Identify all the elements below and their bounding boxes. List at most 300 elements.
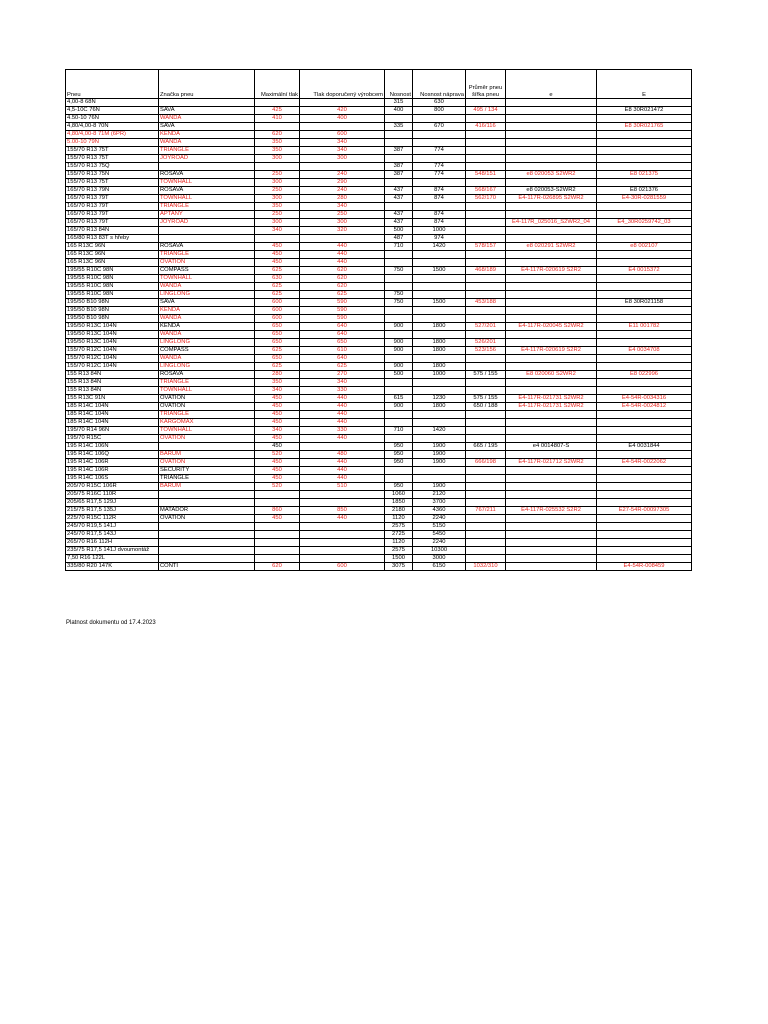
cell-e-lower: E4-117R_025016_S2WR2_04 xyxy=(506,219,597,227)
cell-e-upper: E8 021376 xyxy=(597,187,692,195)
cell-tlak-doporuceny xyxy=(300,499,385,507)
cell-tlak-doporuceny: 620 xyxy=(300,267,385,275)
cell-tlak-doporuceny xyxy=(300,531,385,539)
cell-tlak-doporuceny: 625 xyxy=(300,363,385,371)
header-pneu: Pneu xyxy=(66,70,159,99)
cell-tlak-doporuceny: 650 xyxy=(300,339,385,347)
validity-note: Platnost dokumentu od 17.4.2023 xyxy=(66,620,156,626)
cell-pneu: 165/70 R13 79T xyxy=(66,195,159,203)
cell-tlak-doporuceny xyxy=(300,123,385,131)
cell-e-upper: E27-54R-00097305 xyxy=(597,507,692,515)
cell-tlak-doporuceny: 340 xyxy=(300,139,385,147)
cell-nosnost-naprava: 974 xyxy=(413,235,466,243)
cell-e-lower xyxy=(506,299,597,307)
table-row xyxy=(66,451,692,459)
cell-znacka: LINGLONG xyxy=(159,339,255,347)
cell-prumer-sirka xyxy=(466,155,506,163)
cell-e-upper xyxy=(597,315,692,323)
cell-pneu: 155/70 R13 75Q xyxy=(66,163,159,171)
cell-e-lower xyxy=(506,379,597,387)
cell-max-tlak: 860 xyxy=(255,507,300,515)
cell-tlak-doporuceny: 600 xyxy=(300,131,385,139)
cell-prumer-sirka xyxy=(466,219,506,227)
table-row xyxy=(66,323,692,331)
table-row xyxy=(66,379,692,387)
cell-max-tlak: 425 xyxy=(255,107,300,115)
cell-prumer-sirka xyxy=(466,163,506,171)
header-e-upper: E xyxy=(597,70,692,99)
cell-pneu: 195 R14C 106R xyxy=(66,467,159,475)
cell-tlak-doporuceny: 250 xyxy=(300,211,385,219)
cell-prumer-sirka xyxy=(466,483,506,491)
cell-e-upper: E4 0031844 xyxy=(597,443,692,451)
cell-nosnost-naprava xyxy=(413,411,466,419)
table-row xyxy=(66,139,692,147)
cell-prumer-sirka xyxy=(466,131,506,139)
cell-prumer-sirka: 562/170 xyxy=(466,195,506,203)
cell-prumer-sirka xyxy=(466,523,506,531)
cell-pneu: 185 R14C 104N xyxy=(66,411,159,419)
cell-nosnost-naprava xyxy=(413,291,466,299)
cell-pneu: 265/70 R16 112H xyxy=(66,539,159,547)
cell-nosnost xyxy=(385,115,413,123)
cell-e-lower xyxy=(506,355,597,363)
cell-nosnost-naprava: 3700 xyxy=(413,499,466,507)
cell-pneu: 195 R14C 106Q xyxy=(66,451,159,459)
cell-e-lower xyxy=(506,155,597,163)
cell-tlak-doporuceny xyxy=(300,523,385,531)
cell-znacka: BARUM xyxy=(159,483,255,491)
cell-znacka xyxy=(159,443,255,451)
cell-e-upper xyxy=(597,435,692,443)
cell-nosnost-naprava xyxy=(413,419,466,427)
cell-znacka: LINGLONG xyxy=(159,363,255,371)
cell-pneu: 4,00-8 68N xyxy=(66,99,159,107)
cell-e-lower xyxy=(506,331,597,339)
cell-prumer-sirka xyxy=(466,147,506,155)
cell-nosnost: 315 xyxy=(385,99,413,107)
cell-nosnost: 710 xyxy=(385,427,413,435)
table-row xyxy=(66,467,692,475)
cell-e-lower xyxy=(506,147,597,155)
cell-prumer-sirka xyxy=(466,451,506,459)
cell-nosnost: 2575 xyxy=(385,547,413,555)
cell-znacka: SECURITY xyxy=(159,467,255,475)
table-row xyxy=(66,339,692,347)
cell-max-tlak: 520 xyxy=(255,451,300,459)
cell-tlak-doporuceny: 440 xyxy=(300,435,385,443)
table-row xyxy=(66,515,692,523)
cell-e-lower xyxy=(506,563,597,571)
cell-tlak-doporuceny xyxy=(300,99,385,107)
cell-nosnost-naprava: 10300 xyxy=(413,547,466,555)
cell-pneu: 7,50 R16 122L xyxy=(66,555,159,563)
cell-pneu: 195/50 B10 98N xyxy=(66,299,159,307)
cell-nosnost-naprava xyxy=(413,179,466,187)
cell-nosnost: 615 xyxy=(385,395,413,403)
cell-znacka xyxy=(159,547,255,555)
cell-nosnost-naprava xyxy=(413,331,466,339)
cell-e-upper xyxy=(597,483,692,491)
cell-max-tlak: 620 xyxy=(255,131,300,139)
cell-max-tlak: 450 xyxy=(255,243,300,251)
cell-pneu: 195/70 R14 96N xyxy=(66,427,159,435)
cell-prumer-sirka xyxy=(466,235,506,243)
cell-e-upper xyxy=(597,307,692,315)
table-row xyxy=(66,499,692,507)
cell-e-upper xyxy=(597,419,692,427)
table-row xyxy=(66,491,692,499)
table-row xyxy=(66,299,692,307)
cell-nosnost: 750 xyxy=(385,299,413,307)
table-row xyxy=(66,275,692,283)
table-row xyxy=(66,435,692,443)
cell-nosnost: 900 xyxy=(385,363,413,371)
cell-prumer-sirka xyxy=(466,291,506,299)
cell-znacka: COMPASS xyxy=(159,347,255,355)
cell-e-lower xyxy=(506,491,597,499)
cell-nosnost-naprava: 1420 xyxy=(413,427,466,435)
cell-prumer-sirka: 568/167 xyxy=(466,187,506,195)
cell-e-upper xyxy=(597,115,692,123)
cell-tlak-doporuceny: 640 xyxy=(300,355,385,363)
cell-nosnost-naprava xyxy=(413,435,466,443)
cell-prumer-sirka xyxy=(466,203,506,211)
cell-nosnost xyxy=(385,275,413,283)
cell-e-lower xyxy=(506,235,597,243)
cell-e-upper xyxy=(597,331,692,339)
cell-nosnost xyxy=(385,411,413,419)
cell-max-tlak: 300 xyxy=(255,179,300,187)
cell-znacka xyxy=(159,491,255,499)
cell-tlak-doporuceny: 300 xyxy=(300,155,385,163)
cell-znacka xyxy=(159,235,255,243)
cell-pneu: 195/50 R13C 104N xyxy=(66,339,159,347)
cell-e-lower xyxy=(506,427,597,435)
cell-pneu: 195/70 R15C xyxy=(66,435,159,443)
cell-e-lower: E4-117R-021731 S2WR2 xyxy=(506,395,597,403)
cell-max-tlak: 450 xyxy=(255,411,300,419)
cell-prumer-sirka: 1032/310 xyxy=(466,563,506,571)
cell-tlak-doporuceny: 300 xyxy=(300,219,385,227)
cell-tlak-doporuceny: 330 xyxy=(300,387,385,395)
cell-nosnost: 2180 xyxy=(385,507,413,515)
cell-tlak-doporuceny: 440 xyxy=(300,515,385,523)
cell-znacka xyxy=(159,555,255,563)
cell-tlak-doporuceny: 400 xyxy=(300,115,385,123)
cell-max-tlak: 450 xyxy=(255,467,300,475)
cell-znacka xyxy=(159,499,255,507)
cell-nosnost: 900 xyxy=(385,323,413,331)
cell-max-tlak: 625 xyxy=(255,267,300,275)
cell-prumer-sirka xyxy=(466,179,506,187)
cell-prumer-sirka xyxy=(466,283,506,291)
cell-tlak-doporuceny: 270 xyxy=(300,371,385,379)
cell-max-tlak xyxy=(255,235,300,243)
cell-nosnost-naprava: 6150 xyxy=(413,563,466,571)
cell-nosnost-naprava xyxy=(413,387,466,395)
cell-prumer-sirka: 767/211 xyxy=(466,507,506,515)
table-row xyxy=(66,403,692,411)
cell-e-lower: E4-117R-025532 S2R2 xyxy=(506,507,597,515)
cell-tlak-doporuceny: 340 xyxy=(300,203,385,211)
table-row xyxy=(66,443,692,451)
cell-pneu: 155/70 R12C 104N xyxy=(66,347,159,355)
cell-nosnost xyxy=(385,315,413,323)
cell-nosnost xyxy=(385,435,413,443)
cell-e-upper: E4-54R-0024812 xyxy=(597,403,692,411)
cell-e-lower xyxy=(506,539,597,547)
cell-pneu: 165/80 R13 83T s hřeby xyxy=(66,235,159,243)
cell-znacka: MATADOR xyxy=(159,507,255,515)
cell-nosnost-naprava: 800 xyxy=(413,107,466,115)
cell-tlak-doporuceny: 440 xyxy=(300,411,385,419)
cell-znacka: TOWNHALL xyxy=(159,427,255,435)
cell-znacka: SAVA xyxy=(159,123,255,131)
cell-pneu: 4,80/4,00-8 71M (6PR) xyxy=(66,131,159,139)
cell-e-upper: E8 30R021158 xyxy=(597,299,692,307)
cell-prumer-sirka xyxy=(466,475,506,483)
cell-tlak-doporuceny: 850 xyxy=(300,507,385,515)
cell-e-upper xyxy=(597,475,692,483)
cell-prumer-sirka xyxy=(466,435,506,443)
table-row xyxy=(66,251,692,259)
cell-znacka: ROSAVA xyxy=(159,371,255,379)
cell-pneu: 155/70 R13 75N xyxy=(66,171,159,179)
cell-znacka: SAVA xyxy=(159,107,255,115)
table-row xyxy=(66,355,692,363)
cell-pneu: 195 R14C 106S xyxy=(66,475,159,483)
cell-max-tlak: 600 xyxy=(255,315,300,323)
cell-nosnost-naprava xyxy=(413,139,466,147)
cell-e-lower xyxy=(506,291,597,299)
cell-pneu: 165/70 R13 79T xyxy=(66,219,159,227)
cell-nosnost-naprava xyxy=(413,355,466,363)
table-row xyxy=(66,259,692,267)
cell-tlak-doporuceny: 590 xyxy=(300,299,385,307)
cell-pneu: 245/70 R19,5 141J xyxy=(66,523,159,531)
cell-znacka: LINGLONG xyxy=(159,291,255,299)
cell-nosnost-naprava xyxy=(413,467,466,475)
cell-prumer-sirka: 523/156 xyxy=(466,347,506,355)
cell-e-upper: E4 0034708 xyxy=(597,347,692,355)
cell-tlak-doporuceny: 440 xyxy=(300,467,385,475)
cell-tlak-doporuceny: 440 xyxy=(300,395,385,403)
cell-nosnost xyxy=(385,131,413,139)
cell-znacka: OVATION xyxy=(159,435,255,443)
cell-pneu: 4,80/4,00-8 70N xyxy=(66,123,159,131)
table-row xyxy=(66,411,692,419)
cell-e-lower: e4 0014807-S xyxy=(506,443,597,451)
cell-tlak-doporuceny: 440 xyxy=(300,419,385,427)
cell-max-tlak: 250 xyxy=(255,187,300,195)
cell-nosnost-naprava: 874 xyxy=(413,187,466,195)
cell-prumer-sirka: 526/201 xyxy=(466,339,506,347)
cell-e-lower xyxy=(506,179,597,187)
cell-nosnost-naprava: 1000 xyxy=(413,371,466,379)
cell-pneu: 195/55 R10C 98N xyxy=(66,275,159,283)
cell-e-upper: E4_30R0259742_03 xyxy=(597,219,692,227)
cell-max-tlak xyxy=(255,547,300,555)
cell-e-lower: E4-117R-021712 S2WR2 xyxy=(506,459,597,467)
cell-e-upper xyxy=(597,291,692,299)
cell-pneu: 155/70 R12C 104N xyxy=(66,363,159,371)
cell-prumer-sirka xyxy=(466,355,506,363)
cell-nosnost-naprava xyxy=(413,315,466,323)
table-row xyxy=(66,235,692,243)
cell-max-tlak: 650 xyxy=(255,339,300,347)
cell-nosnost xyxy=(385,203,413,211)
cell-pneu: 195/50 B10 98N xyxy=(66,315,159,323)
cell-e-lower xyxy=(506,203,597,211)
cell-prumer-sirka xyxy=(466,467,506,475)
cell-pneu: 225/70 R15C 112R xyxy=(66,515,159,523)
cell-znacka: JOYROAD xyxy=(159,155,255,163)
cell-nosnost xyxy=(385,179,413,187)
cell-e-lower xyxy=(506,339,597,347)
cell-e-upper: E11 001782 xyxy=(597,323,692,331)
cell-nosnost-naprava: 670 xyxy=(413,123,466,131)
cell-tlak-doporuceny: 330 xyxy=(300,427,385,435)
table-row xyxy=(66,163,692,171)
cell-znacka: WANDA xyxy=(159,283,255,291)
cell-prumer-sirka xyxy=(466,363,506,371)
cell-prumer-sirka xyxy=(466,251,506,259)
table-row xyxy=(66,483,692,491)
cell-e-upper xyxy=(597,251,692,259)
cell-e-upper: E8 022996 xyxy=(597,371,692,379)
cell-nosnost-naprava: 4360 xyxy=(413,507,466,515)
cell-e-lower xyxy=(506,275,597,283)
cell-nosnost-naprava: 1800 xyxy=(413,323,466,331)
cell-e-upper: e8 002107 xyxy=(597,243,692,251)
table-row xyxy=(66,419,692,427)
cell-e-lower xyxy=(506,499,597,507)
table-row xyxy=(66,307,692,315)
cell-tlak-doporuceny xyxy=(300,163,385,171)
header-prumer-sirka: Průměr pneu šířka pneu xyxy=(466,70,506,99)
cell-tlak-doporuceny: 420 xyxy=(300,107,385,115)
cell-e-upper xyxy=(597,547,692,555)
cell-e-upper: E4-54R-0022062 xyxy=(597,459,692,467)
cell-znacka: ROSAVA xyxy=(159,187,255,195)
cell-prumer-sirka xyxy=(466,139,506,147)
cell-e-lower: E4-117R-021731 S2WR2 xyxy=(506,403,597,411)
cell-nosnost-naprava: 1800 xyxy=(413,363,466,371)
cell-prumer-sirka xyxy=(466,427,506,435)
cell-e-upper xyxy=(597,523,692,531)
table-row xyxy=(66,115,692,123)
cell-znacka: ROSAVA xyxy=(159,243,255,251)
cell-nosnost-naprava xyxy=(413,307,466,315)
cell-e-lower: e8 020053 S2WR2 xyxy=(506,171,597,179)
cell-e-lower xyxy=(506,435,597,443)
cell-nosnost: 750 xyxy=(385,291,413,299)
cell-max-tlak: 450 xyxy=(255,459,300,467)
cell-max-tlak: 450 xyxy=(255,515,300,523)
cell-max-tlak xyxy=(255,99,300,107)
cell-e-upper xyxy=(597,555,692,563)
cell-znacka: KENDA xyxy=(159,307,255,315)
cell-tlak-doporuceny: 320 xyxy=(300,227,385,235)
cell-znacka: WANDA xyxy=(159,139,255,147)
cell-e-upper xyxy=(597,275,692,283)
cell-nosnost-naprava xyxy=(413,475,466,483)
cell-e-upper xyxy=(597,227,692,235)
cell-tlak-doporuceny: 340 xyxy=(300,147,385,155)
cell-tlak-doporuceny: 590 xyxy=(300,307,385,315)
cell-tlak-doporuceny: 240 xyxy=(300,171,385,179)
cell-max-tlak: 625 xyxy=(255,363,300,371)
cell-nosnost-naprava: 774 xyxy=(413,163,466,171)
table-row xyxy=(66,539,692,547)
cell-pneu: 195/55 R10C 98N xyxy=(66,267,159,275)
cell-max-tlak: 340 xyxy=(255,427,300,435)
cell-e-lower: E8 020060 S2WR2 xyxy=(506,371,597,379)
cell-e-upper xyxy=(597,131,692,139)
cell-znacka: KENDA xyxy=(159,131,255,139)
cell-pneu: 195/50 R13C 104N xyxy=(66,323,159,331)
cell-tlak-doporuceny: 640 xyxy=(300,323,385,331)
cell-nosnost: 3075 xyxy=(385,563,413,571)
cell-tlak-doporuceny xyxy=(300,555,385,563)
cell-max-tlak: 450 xyxy=(255,475,300,483)
cell-prumer-sirka xyxy=(466,227,506,235)
cell-max-tlak: 630 xyxy=(255,275,300,283)
cell-e-upper xyxy=(597,211,692,219)
header-nosnost-naprava: Nosnost náprava xyxy=(413,70,466,99)
cell-max-tlak xyxy=(255,123,300,131)
cell-znacka: TRIANGLE xyxy=(159,147,255,155)
cell-max-tlak: 620 xyxy=(255,563,300,571)
cell-nosnost: 387 xyxy=(385,163,413,171)
table-row xyxy=(66,131,692,139)
cell-e-lower xyxy=(506,123,597,131)
cell-e-lower xyxy=(506,107,597,115)
cell-nosnost-naprava xyxy=(413,131,466,139)
cell-tlak-doporuceny: 440 xyxy=(300,259,385,267)
cell-nosnost: 900 xyxy=(385,339,413,347)
cell-pneu: 205/70 R15C 106R xyxy=(66,483,159,491)
cell-znacka xyxy=(159,531,255,539)
cell-prumer-sirka xyxy=(466,491,506,499)
cell-nosnost xyxy=(385,419,413,427)
tire-table xyxy=(65,69,692,571)
cell-max-tlak: 450 xyxy=(255,251,300,259)
cell-e-upper: E4-54R-008459 xyxy=(597,563,692,571)
cell-tlak-doporuceny: 440 xyxy=(300,403,385,411)
cell-tlak-doporuceny: 600 xyxy=(300,563,385,571)
cell-nosnost: 2725 xyxy=(385,531,413,539)
cell-pneu: 155/70 R13 75T xyxy=(66,179,159,187)
cell-nosnost-naprava: 1500 xyxy=(413,299,466,307)
header-znacka: Značka pneu xyxy=(159,70,255,99)
cell-znacka: CONTI xyxy=(159,563,255,571)
cell-znacka: WANDA xyxy=(159,115,255,123)
cell-pneu: 155/70 R13 75T xyxy=(66,155,159,163)
cell-e-lower xyxy=(506,483,597,491)
cell-prumer-sirka xyxy=(466,379,506,387)
cell-prumer-sirka xyxy=(466,411,506,419)
table-row xyxy=(66,179,692,187)
cell-e-upper xyxy=(597,451,692,459)
cell-pneu: 195/55 R10C 98N xyxy=(66,283,159,291)
cell-prumer-sirka: 666/198 xyxy=(466,459,506,467)
cell-e-lower xyxy=(506,387,597,395)
cell-e-upper xyxy=(597,163,692,171)
table-row xyxy=(66,203,692,211)
cell-prumer-sirka: 575 / 155 xyxy=(466,371,506,379)
